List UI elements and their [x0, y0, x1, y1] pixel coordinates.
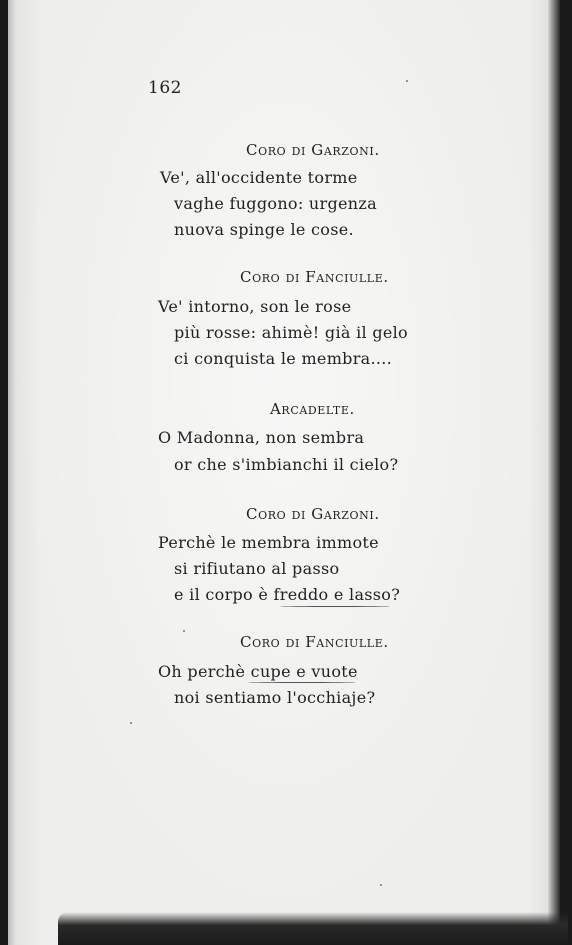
- page-number: 162: [148, 78, 182, 98]
- pencil-underline-mark: [280, 606, 390, 607]
- verse-line: Ve', all'occidente torme: [160, 168, 358, 187]
- page-left-edge: [8, 0, 16, 945]
- paper-speck: [183, 630, 185, 632]
- verse-line: Ve' intorno, son le rose: [158, 297, 352, 316]
- verse-line: si rifiutano al passo: [174, 559, 340, 578]
- pencil-underline-mark: [248, 682, 356, 683]
- verse-line: or che s'imbianchi il cielo?: [174, 455, 399, 474]
- paper-speck: [380, 884, 382, 886]
- page-bottom-shadow: [58, 912, 568, 945]
- verse-line: vaghe fuggono: urgenza: [174, 194, 377, 213]
- book-page: [8, 0, 560, 945]
- speaker-heading: Coro di Garzoni.: [246, 141, 380, 159]
- verse-line: Perchè le membra immote: [158, 533, 379, 552]
- page-right-edge: [548, 0, 560, 945]
- verse-line: noi sentiamo l'occhiaje?: [174, 688, 376, 707]
- verse-line: e il corpo è freddo e lasso?: [174, 585, 401, 604]
- verse-line: O Madonna, non sembra: [158, 428, 365, 447]
- verse-line: nuova spinge le cose.: [174, 220, 354, 239]
- paper-speck: [130, 722, 132, 724]
- paper-speck: [406, 80, 408, 82]
- speaker-heading: Arcadelte.: [270, 400, 355, 418]
- speaker-heading: Coro di Garzoni.: [246, 505, 380, 523]
- speaker-heading: Coro di Fanciulle.: [240, 633, 389, 651]
- verse-line: più rosse: ahimè! già il gelo: [174, 323, 408, 342]
- speaker-heading: Coro di Fanciulle.: [240, 268, 389, 286]
- verse-line: ci conquista le membra....: [174, 349, 393, 368]
- verse-line: Oh perchè cupe e vuote: [158, 662, 358, 681]
